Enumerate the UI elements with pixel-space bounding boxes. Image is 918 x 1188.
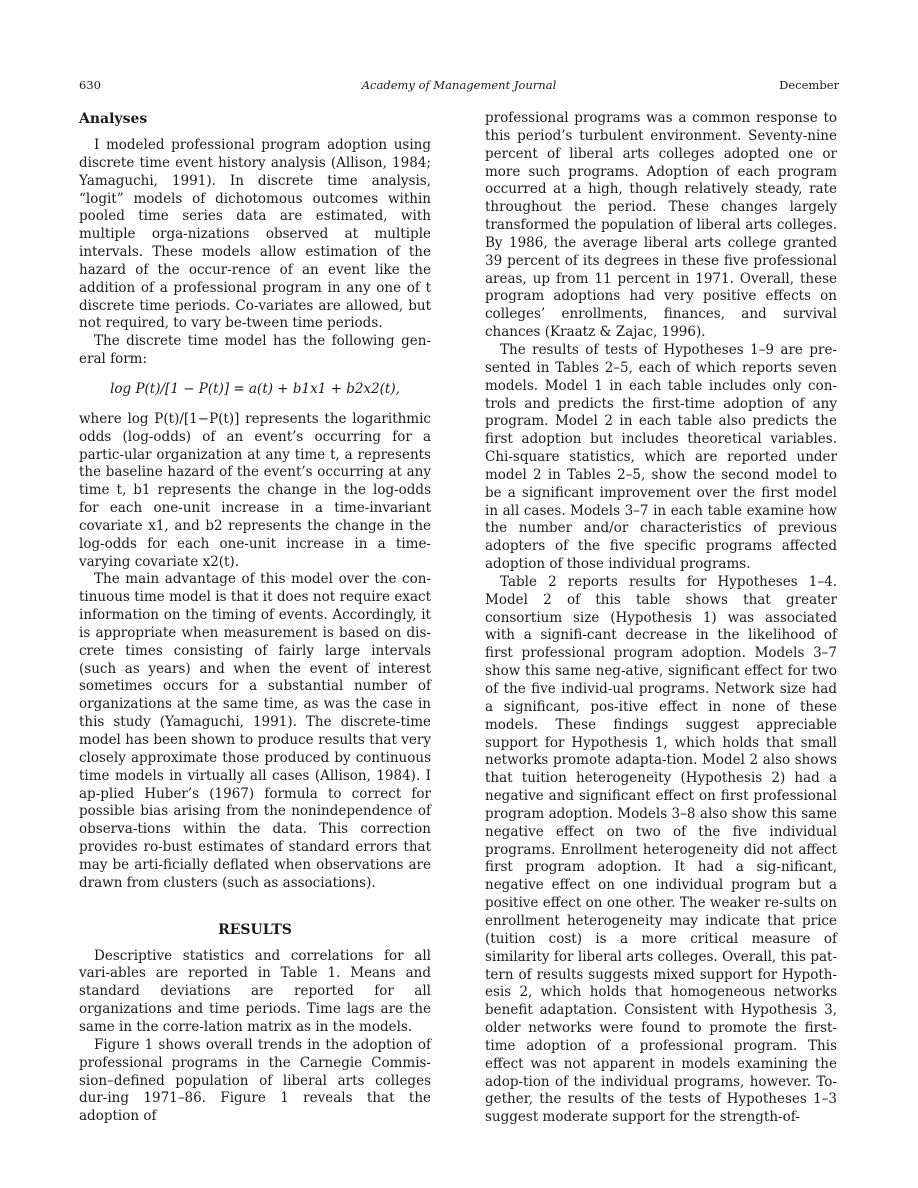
results-paragraph-3: professional programs was a common response to this period’s turbulent environment. Seventy-nine percent of liberal arts colleges adopted one or more such programs. Adoption of each program occurred at a high, though relatively steady, rate throughout the period. These changes largely transformed the population of liberal arts colleges. By 1986, the average liberal arts college granted 39 percent of its degrees in these five professional areas, up from 11 percent in 1971. Overall, these program adoptions had very positive effects on colleges’ enrollments, finances, and survival chances (Kraatz & Zajac, 1996).: [485, 110, 837, 341]
analyses-paragraph-2: The discrete time model has the following gen-eral form:: [79, 333, 431, 368]
left-column: [79, 110, 431, 1126]
results-paragraph-5: Table 2 reports results for Hypotheses 1–4. Model 2 of this table shows that greater consortium size (Hypothesis 1) was associated with a signifi-cant decrease in the likelihood of first professional program adoption. Models 3–7 show this same neg-ative, significant effect for two of the five individ-ual programs. Network size had a significant, pos-itive effect in none of these models. These findings suggest appreciable support for Hypothesis 1, which holds that small networks promote adapta-tion. Model 2 also shows that tuition heterogeneity (Hypothesis 2) had a negative and significant effect on first professional program adoption. Models 3–8 also show this same negative effect on two of the five individual programs. Enrollment heterogeneity did not affect first program adoption. It had a sig-nificant, negative effect on one individual program but a positive effect on one other. The weaker re-sults on enrollment heterogeneity may indicate that price (tuition cost) is a more critical measure of similarity for liberal arts colleges. Overall, this pat-tern of results suggests mixed support for Hypoth-esis 2, which holds that homogeneous networks benefit adaptation. Consistent with Hypothesis 3, older networks were found to promote the first-time adoption of a professional program. This effect was not apparent in models examining the adop-tion of the individual programs, however. To-gether, the results of the tests of Hypotheses 1–3 suggest moderate support for the strength-of-: [485, 573, 837, 1126]
model-equation: log P(t)/[1 − P(t)] = a(t) + b1x1 + b2x2(t),: [110, 380, 400, 397]
results-heading: RESULTS: [218, 921, 292, 938]
results-paragraph-2: Figure 1 shows overall trends in the adoption of professional programs in the Carnegie Commis-sion–defined population of liberal arts colleges dur-ing 1971–86. Figure 1 reveals that the adoption of: [79, 1036, 431, 1125]
analyses-heading: Analyses: [79, 111, 148, 127]
page-number: 630: [79, 78, 101, 92]
results-paragraph-1: Descriptive statistics and correlations for all vari-ables are reported in Table 1. Means and standard deviations are reported for all organizations and time periods. Time lags are the same in the corre-lation matrix as in the models.: [79, 947, 431, 1035]
analyses-paragraph-3: where log P(t)/[1−P(t)] represents the logarithmic odds (log-odds) of an event’s occurring for a partic-ular organization at any time t, a represents the baseline hazard of the event’s occurring at any time t, b1 represents the change in the log-odds for each one-unit increase in a time-invariant covariate x1, and b2 represents the change in the log-odds for each one-unit increase in a time-varying covariate x2(t).: [79, 410, 431, 570]
right-column: [485, 110, 837, 1127]
running-head: [79, 76, 839, 94]
journal-title: Academy of Management Journal: [361, 78, 557, 92]
analyses-paragraph-4: The main advantage of this model over the con-tinuous time model is that it does not require exact information on the timing of events. Accordingly, it is appropriate when measurement is based on dis-crete times consisting of fairly large intervals (such as years) and when the event of interest sometimes occurs for a substantial number of organizations at the same time, as was the case in this study (Yamaguchi, 1991). The discrete-time model has been shown to produce results that very closely approximate those produced by continuous time models in virtually all cases (Allison, 1984). I ap-plied Huber’s (1967) formula to correct for possible bias arising from the nonindependence of observa-tions within the data. This correction provides ro-bust estimates of standard errors that may be arti-ficially deflated when observations are drawn from clusters (such as associations).: [79, 571, 431, 891]
analyses-paragraph-1: I modeled professional program adoption using discrete time event history analysis (Allison, 1984; Yamaguchi, 1991). In discrete time analysis, “logit” models of dichotomous outcomes within pooled time series data are estimated, with multiple orga-nizations observed at multiple intervals. These models allow estimation of the hazard of the occur-rence of an event like the addition of a professional program in any one of t discrete time periods. Co-variates are allowed, but not required, to vary be-tween time periods.: [79, 137, 431, 332]
issue-month: December: [779, 78, 839, 92]
results-paragraph-4: The results of tests of Hypotheses 1–9 are pre-sented in Tables 2–5, each of which reports seven models. Model 1 in each table includes only con-trols and predicts the first-time adoption of any program. Model 2 in each table also predicts the first adoption but includes theoretical variables. Chi-square statistics, which are reported under model 2 in Tables 2–5, show the second model to be a significant improvement over the first model in all cases. Models 3–7 in each table examine how the number and/or characteristics of previous adopters of the five specific programs affected adoption of those individual programs.: [485, 341, 837, 573]
